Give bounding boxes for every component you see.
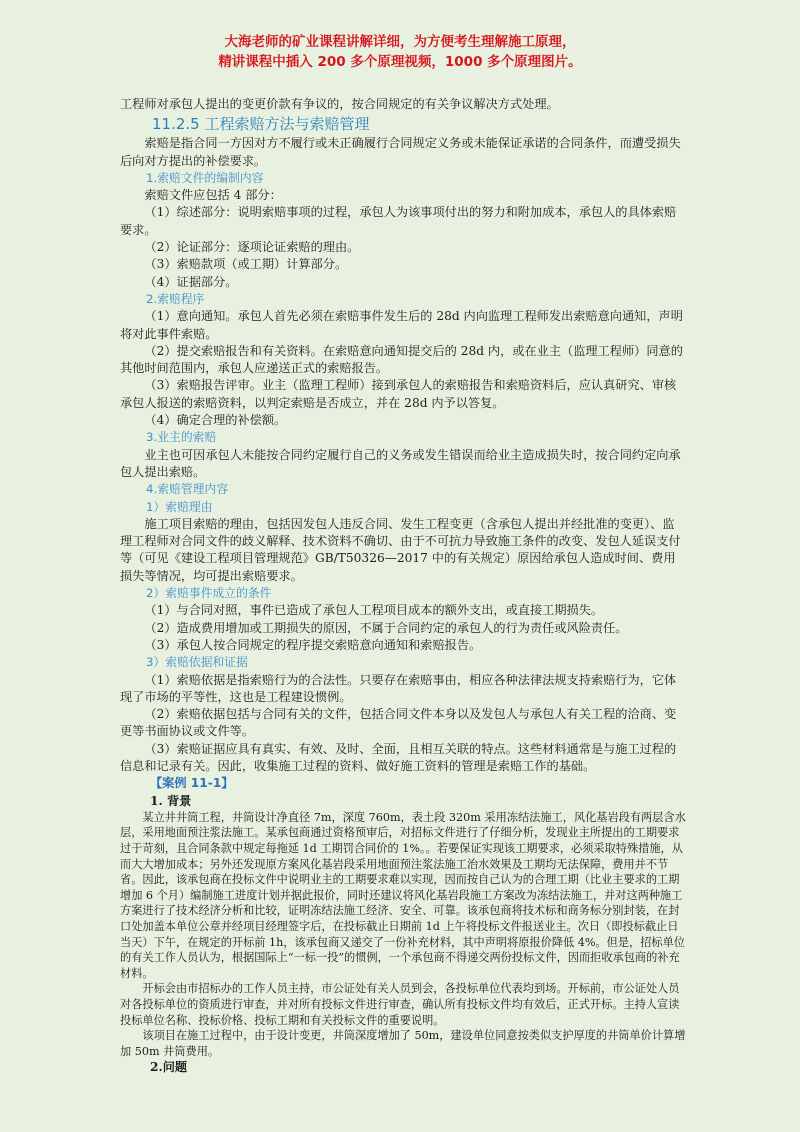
case-background-paragraph: 某立井井筒工程，井筒设计净直径 7m，深度 760m，表土段 320m 采用冻结法施工，风化基岩段有两层含水层，采用地面预注浆法施工。某承包商通过资格预审后，对招标文件进行了仔细分析，发现业主所提出的工期要求过于苛刻，且合同条款中规定每拖延 1d 工期罚合同价的 1%。。若要保证实现该工期要求，必须采取特殊措施，从而大大增加成本；另外还发现原方案风化基岩段采用地面预注浆法施工治水效果及工期均无法保障，费用并不节省。因此，该承包商在投标文件中说明业主的工期要求难以实现，因而按自己认为的合理工期（比业主要求的工期增加 6 个月）编制施工进度计划并据此报价，同时还建议将风化基岩段施工方案改为冻结法施工，并对这两种施工方案进行了技术经济分析和比较，证明冻结法施工经济、安全、可靠。该承包商将技术标和商务标分别封装，在封口处加盖本单位公章并经项目经理签字后，在投标截止日期前 1d 上午将投标文件报送业主。次日（即投标截止日当天）下午，在规定的开标前 1h，该承包商又递交了一份补充材料，其中声明将原报价降低 4%。但是，招标单位的有关工作人员认为，根据国际上“一标一投”的惯例，一个承包商不得递交两份投标文件，因而拒收承包商的补充材料。 [120, 810, 686, 980]
s4-sub3-heading: 3）索赔依据和证据 [146, 655, 248, 670]
s4-sub3-item: （3）索赔证据应具有真实、有效、及时、全面，且相互关联的特点。这些材料通常是与施工过程的信息和记录有关。因此，收集施工过程的资料、做好施工资料的管理是索赔工作的基础。 [120, 741, 677, 773]
s3-text: 业主也可因承包人未能按合同约定履行自己的义务或发生错误而给业主造成损失时，按合同约定向承包人提出索赔。 [120, 447, 681, 479]
s3-heading: 3.业主的索赔 [146, 430, 217, 445]
s2-item: （1）意向通知。承包人首先必须在索赔事件发生后的 28d 内向监理工程师发出索赔意向通知，声明将对此事件索赔。 [120, 309, 683, 341]
case-title: 【案例 11-1】 [150, 776, 234, 791]
s2-item: （4）确定合理的补偿额。 [144, 413, 287, 428]
s4-sub2-heading: 2）索赔事件成立的条件 [146, 586, 272, 601]
s1-item: （2）论证部分：逐项论证索赔的理由。 [144, 240, 360, 255]
s1-item: （3）索赔款项（或工期）计算部分。 [144, 257, 348, 272]
s1-item: （4）证据部分。 [144, 274, 238, 289]
intro-paragraph: 工程师对承包人提出的变更价款有争议的，按合同规定的有关争议解决方式处理。 [120, 97, 559, 111]
s1-heading: 1.索赔文件的编制内容 [146, 170, 264, 185]
s4-sub3-item: （1）索赔依据是指索赔行为的合法性。只要存在索赔事由，相应各种法律法规支持索赔行为，它体现了市场的平等性，这也是工程建设惯例。 [120, 672, 677, 704]
section-title: 11.2.5 工程索赔方法与索赔管理 [152, 115, 370, 134]
s1-lead: 索赔文件应包括 4 部分： [144, 188, 282, 203]
s4-sub2-item: （3）承包人按合同规定的程序提交索赔意向通知和索赔报告。 [144, 637, 482, 652]
s2-item: （2）提交索赔报告和有关资料。在索赔意向通知提交后的 28d 内，或在业主（监理工程师）同意的其他时间范围内，承包人应递送正式的索赔报告。 [120, 343, 683, 376]
s4-sub1-heading: 1）索赔理由 [146, 499, 213, 514]
case-background-heading: 1. 背景 [150, 793, 192, 808]
s4-sub2-item: （2）造成费用增加或工期损失的原因，不属于合同约定的承包人的行为责任或风险责任。 [144, 620, 628, 635]
banner-line-1: 大海老师的矿业课程讲解详细，为方便考生理解施工原理， [224, 34, 576, 50]
s2-heading: 2.索赔程序 [146, 291, 205, 306]
s2-item: （3）索赔报告评审。业主（监理工程师）接到承包人的索赔报告和索赔资料后，应认真研究、审核承包人报送的索赔资料，以判定索赔是否成立，并在 28d 内予以答复。 [120, 378, 677, 410]
s4-heading: 4.索赔管理内容 [146, 482, 229, 497]
s4-sub2-item: （1）与合同对照，事件已造成了承包人工程项目成本的额外支出，或直接工期损失。 [144, 603, 604, 618]
case-question-heading: 2.问题 [150, 1060, 188, 1075]
case-background-paragraph: 该项目在施工过程中，由于设计变更，井筒深度增加了 50m，建设单位同意按类似支护厚度的井筒单价计算增加 50m 井筒费用。 [120, 1029, 686, 1058]
promo-banner [0, 32, 800, 72]
s1-item: （1）综述部分：说明索赔事项的过程，承包人为该事项付出的努力和附加成本，承包人的具体索赔要求。 [120, 205, 677, 237]
banner-line-2: 精讲课程中插入 200 多个原理视频，1000 多个原理图片。 [218, 54, 582, 70]
definition-paragraph: 索赔是指合同一方因对方不履行或未正确履行合同规定义务或未能保证承诺的合同条件，而遭受损失后向对方提出的补偿要求。 [120, 136, 681, 168]
s4-sub3-item: （2）索赔依据包括与合同有关的文件，包括合同文件本身以及发包人与承包人有关工程的洽商、变更等书面协议或文件等。 [120, 707, 677, 739]
case-background-paragraph: 开标会由市招标办的工作人员主持，市公证处有关人员到会，各投标单位代表均到场。开标前，市公证处人员对各投标单位的资质进行审查，并对所有投标文件进行审查，确认所有投标文件均有效后，正式开标。主持人宣读投标单位名称、投标价格、投标工期和有关投标文件的重要说明。 [120, 982, 680, 1027]
s4-sub1-text: 施工项目索赔的理由，包括因发包人违反合同、发生工程变更（含承包人提出并经批准的变更）、监理工程师对合同文件的歧义解释、技术资料不确切、由于不可抗力导致施工条件的改变、发包人延误支付等（可见《建设工程项目管理规范》GB/T50326—2017 中的有关规定）原因给承包人造成时间、费用损失等情况，均可提出索赔要求。 [120, 516, 681, 583]
document-body [120, 96, 686, 1077]
